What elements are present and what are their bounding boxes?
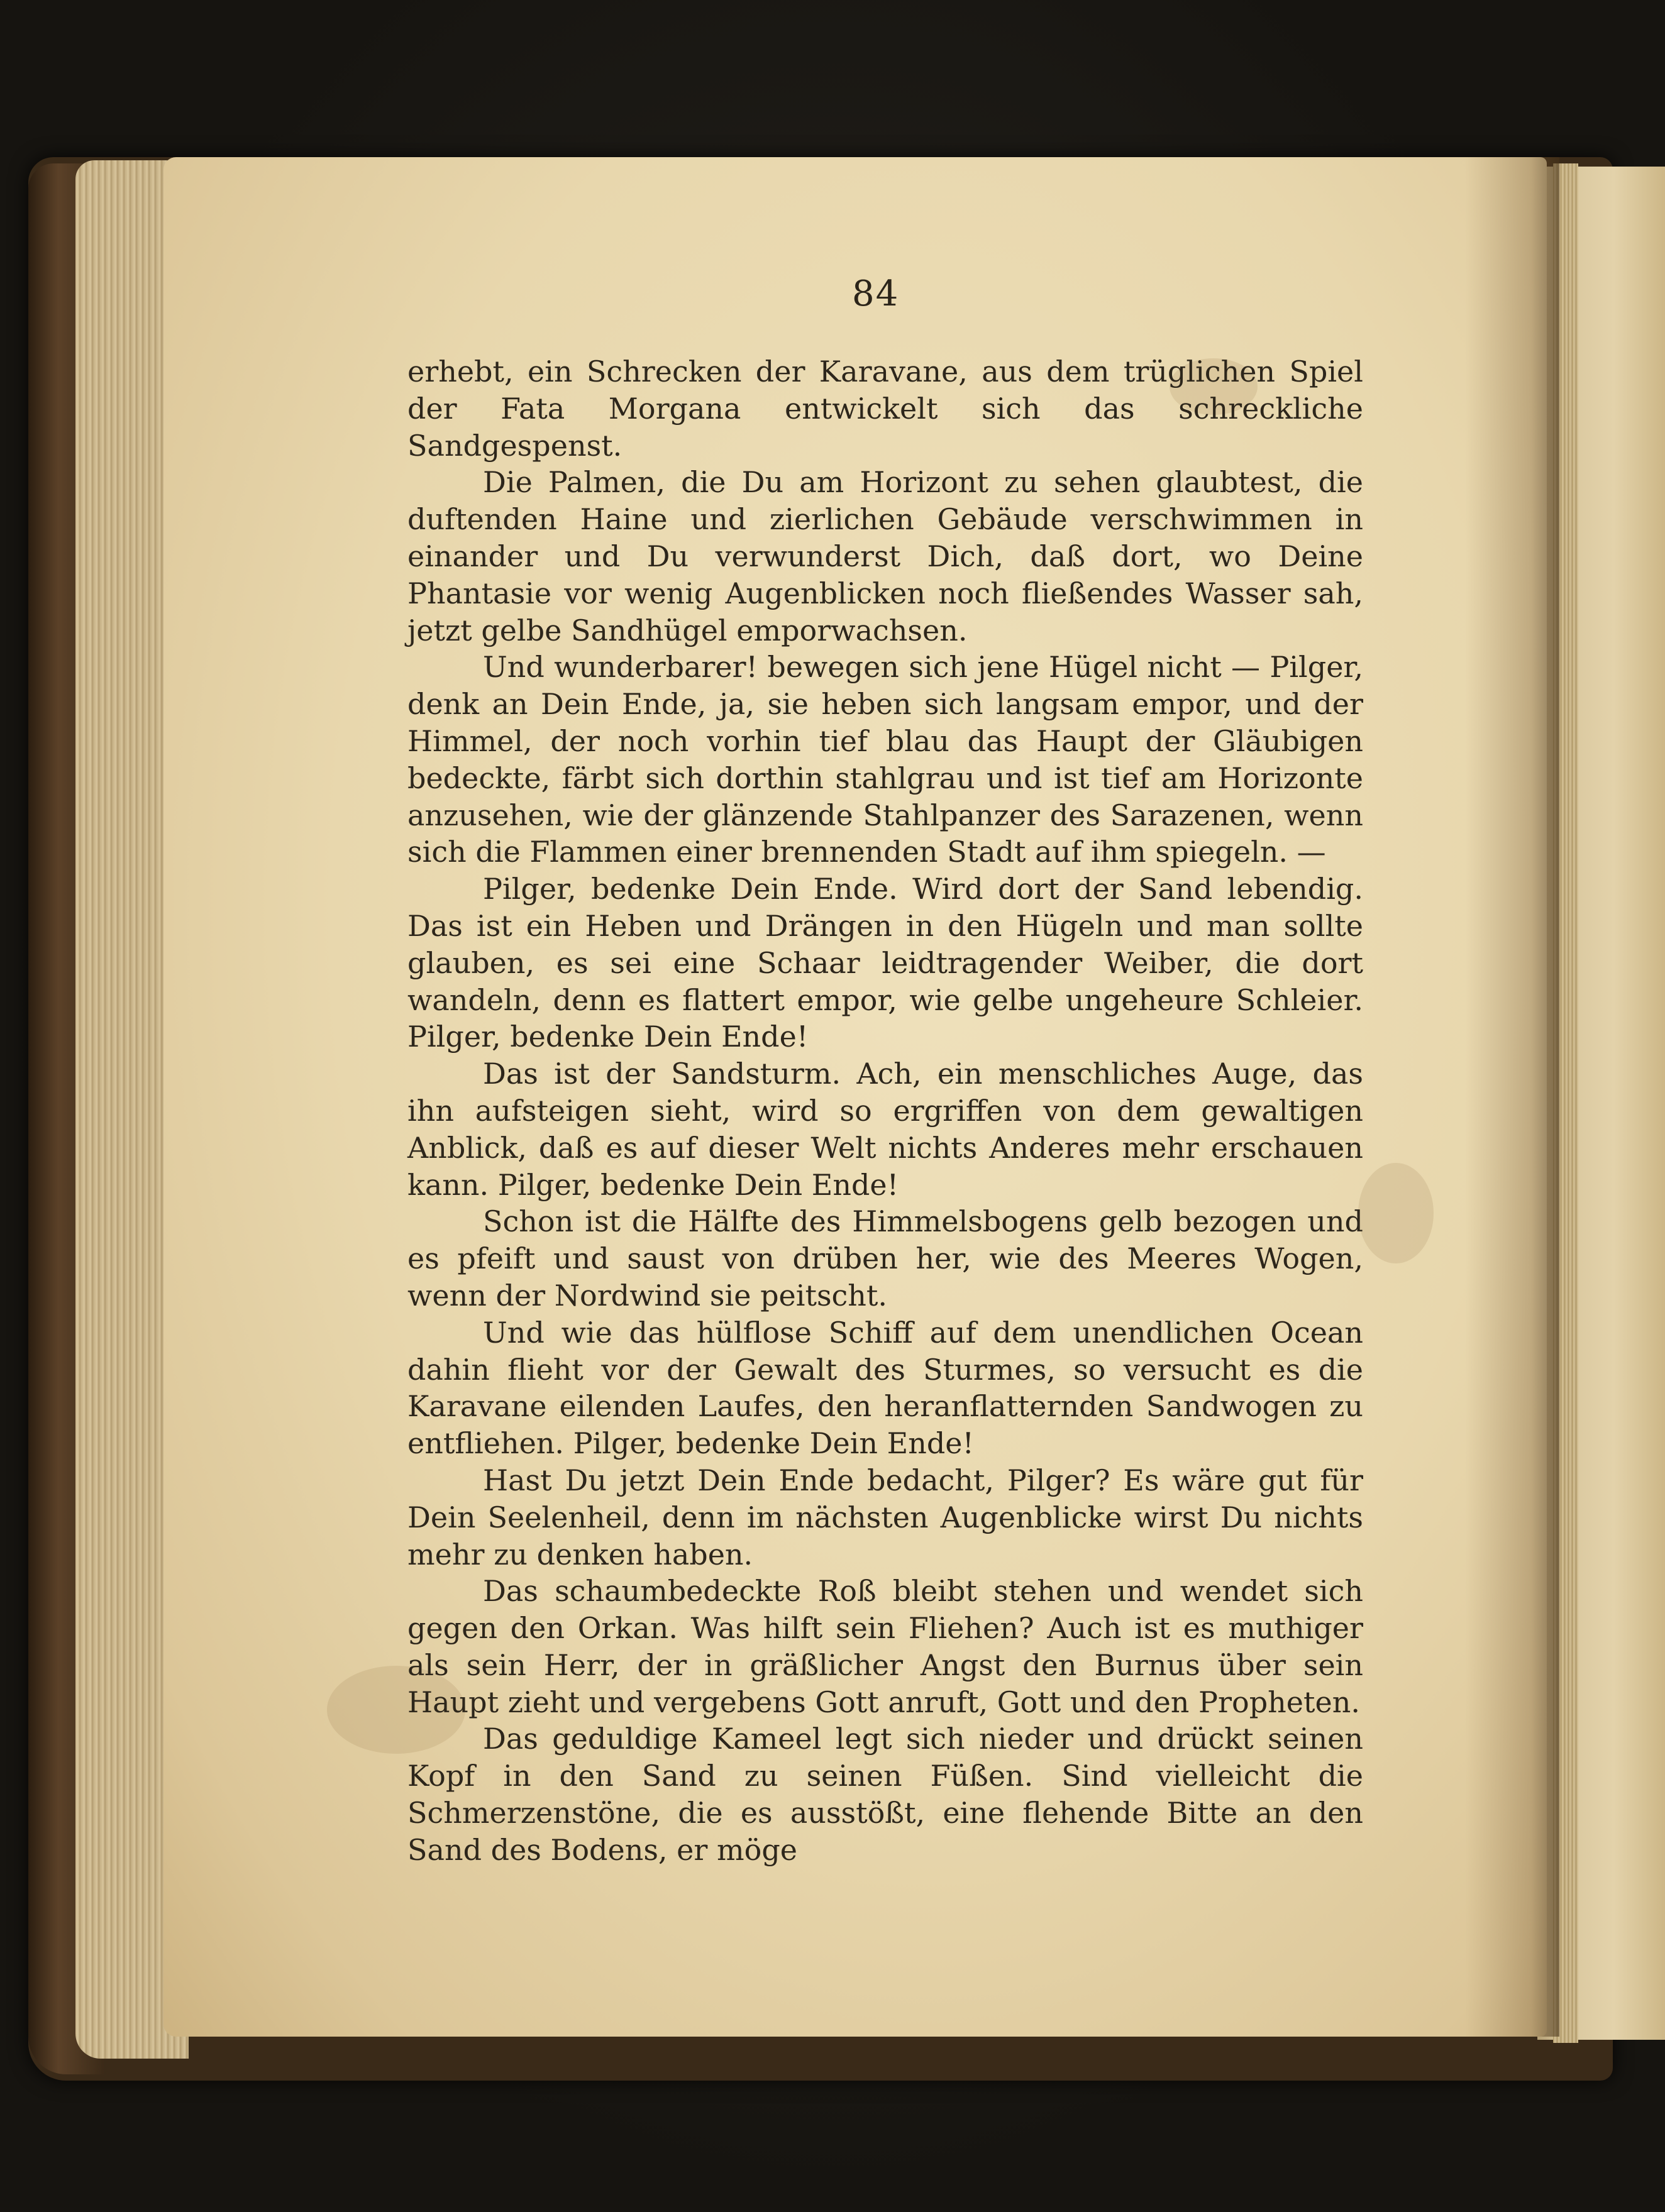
paragraph: Und wie das hülflose Schiff auf dem unendlichen Ocean dahin flieht vor der Gewalt des Sturmes, so versucht es die Karavane eilenden Laufes, den heranflatternden Sandwogen zu entfliehen. Pilger, bedenke Dein Ende!	[407, 1315, 1363, 1461]
page-number: 84	[852, 273, 900, 314]
body-text	[407, 353, 1363, 1867]
paragraph: Und wunderbarer! bewegen sich jene Hügel nicht — Pilger, denk an Dein Ende, ja, sie heben sich langsam empor, und der Himmel, der noch vorhin tief blau das Haupt der Gläubigen bedeckte, färbt sich dorthin stahlgrau und ist tief am Horizonte anzusehen, wie der glänzende Stahlpanzer des Sarazenen, wenn sich die Flammen einer brennenden Stadt auf ihm spiegeln. —	[407, 650, 1363, 869]
paragraph: Pilger, bedenke Dein Ende. Wird dort der Sand lebendig. Das ist ein Heben und Drängen in den Hügeln und man sollte glauben, es sei eine Schaar leidtragender Weiber, die dort wandeln, denn es flattert empor, wie gelbe ungeheure Schleier. Pilger, bedenke Dein Ende!	[407, 872, 1363, 1054]
page-stain	[1358, 1163, 1434, 1263]
page-gutter	[1465, 157, 1559, 2037]
paragraph: Das geduldige Kameel legt sich nieder und drückt seinen Kopf in den Sand zu seinen Füßen. Sind vielleicht die Schmerzenstöne, die es ausstößt, eine flehende Bitte an den Sand des Bodens, er möge	[407, 1722, 1363, 1867]
paragraph: Das schaumbedeckte Roß bleibt stehen und wendet sich gegen den Orkan. Was hilft sein Fliehen? Auch ist es muthiger als sein Herr, der in gräßlicher Angst den Burnus über sein Haupt zieht und vergebens Gott anruft, Gott und den Propheten.	[407, 1574, 1363, 1719]
paragraph: Schon ist die Hälfte des Himmelsbogens gelb bezogen und es pfeift und saust von drüben her, wie des Meeres Wogen, wenn der Nordwind sie peitscht.	[407, 1204, 1363, 1312]
paragraph: erhebt, ein Schrecken der Karavane, aus dem trüglichen Spiel der Fata Morgana entwickelt sich das schreckliche Sandgespenst.	[407, 355, 1363, 463]
paragraph: Das ist der Sandsturm. Ach, ein menschliches Auge, das ihn aufsteigen sieht, wird so ergriffen von dem gewaltigen Anblick, daß es auf dieser Welt nichts Anderes mehr erschauen kann. Pilger, bedenke Dein Ende!	[407, 1057, 1363, 1202]
paragraph: Hast Du jetzt Dein Ende bedacht, Pilger? Es wäre gut für Dein Seelenheil, denn im nächsten Augenblicke wirst Du nichts mehr zu denken haben.	[407, 1463, 1363, 1571]
paragraph: Die Palmen, die Du am Horizont zu sehen glaubtest, die duftenden Haine und zierlichen Gebäude verschwimmen in einander und Du verwunderst Dich, daß dort, wo Deine Phantasie vor wenig Augenblicken noch fließendes Wasser sah, jetzt gelbe Sandhügel emporwachsen.	[407, 465, 1363, 647]
